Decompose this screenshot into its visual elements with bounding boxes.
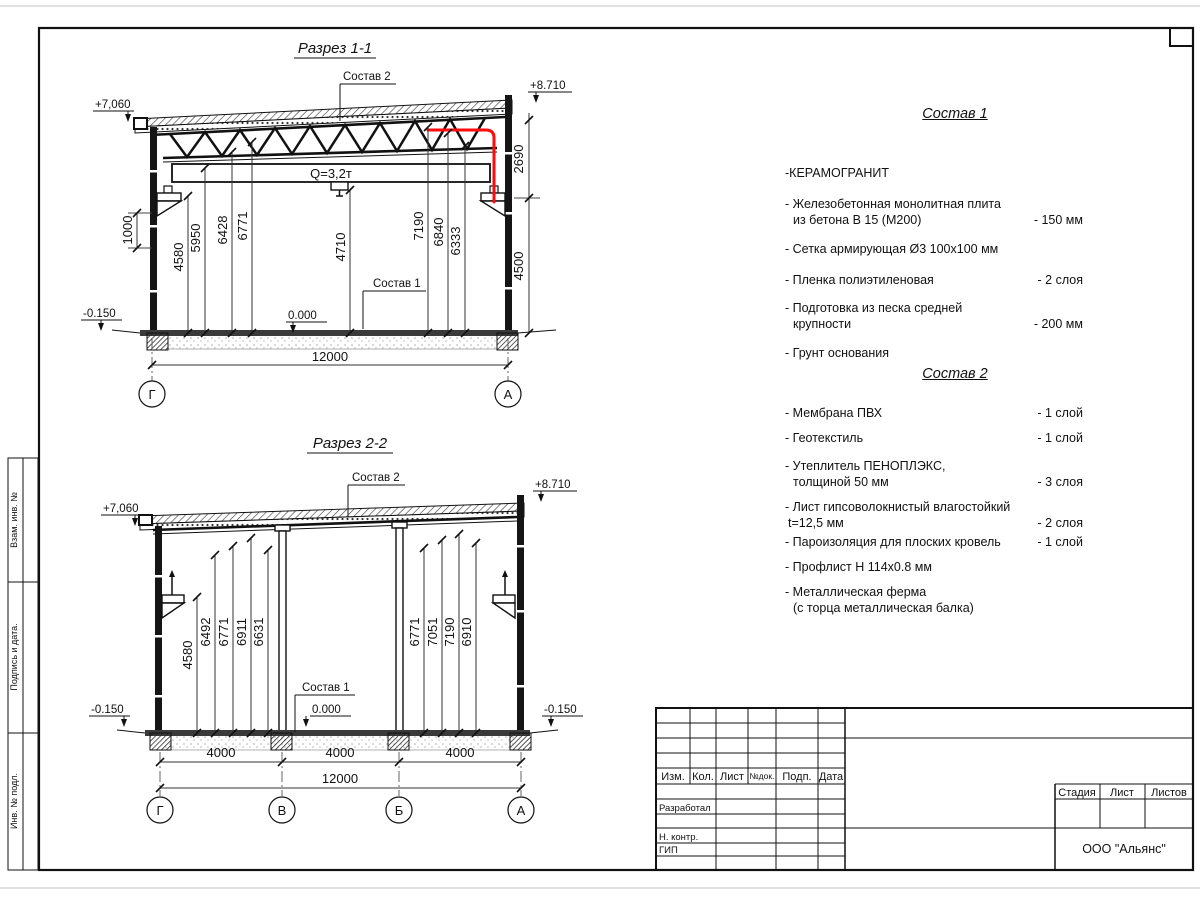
dimension-label: 6911 (234, 618, 249, 646)
material-item (785, 534, 1083, 550)
corner-stamp-box (1170, 28, 1193, 46)
material-text: - Грунт основания (785, 346, 890, 360)
material-item (785, 300, 1083, 332)
materials-2-title: Состав 2 (922, 366, 988, 382)
callout-label: Состав 2 (352, 472, 400, 484)
right-dimensions (511, 113, 540, 337)
dimension-label: 4000 (325, 745, 355, 760)
elevation-mark (286, 310, 327, 333)
footing (150, 733, 171, 750)
elevation-label: -0.150 (91, 704, 124, 716)
material-text: - Пленка полиэтиленовая (785, 273, 934, 287)
stamp-role: Разработал (659, 803, 711, 814)
dimension-label: 4500 (511, 251, 526, 281)
footing (388, 733, 409, 750)
material-qty: - 200 мм (1033, 317, 1083, 331)
material-text: - Железобетонная монолитная плита (785, 197, 1001, 211)
dimension-label: 12000 (311, 349, 349, 364)
elevation-label: +7,060 (95, 99, 131, 111)
material-item (785, 345, 1083, 361)
material-item (785, 584, 1083, 616)
elevation-label: -0.150 (83, 308, 116, 320)
section-title (294, 40, 376, 58)
stamp-header-cell: Подп. (782, 771, 812, 783)
material-qty: - 2 слоя (1037, 516, 1083, 530)
material-qty: - 1 слой (1037, 431, 1083, 445)
material-text: - Подготовка из песка средней (785, 301, 963, 315)
stamp-header-cell: Кол. (692, 771, 714, 783)
material-item (785, 559, 1083, 575)
callout-label: Состав 1 (302, 682, 350, 694)
dimension-label: 6492 (198, 617, 213, 647)
company-name: ООО "Альянс" (1082, 842, 1166, 856)
elevation-mark (303, 704, 351, 727)
crane-beam (172, 164, 490, 196)
elevation-mark (93, 99, 134, 122)
roof (139, 503, 524, 534)
dimension-label: 5950 (188, 223, 203, 253)
dimension-label: 4580 (171, 242, 186, 272)
right-wall (505, 95, 512, 333)
axis-label: В (277, 803, 287, 818)
elevation-mark (542, 704, 583, 727)
dimension-label: 6771 (407, 617, 422, 647)
material-item (785, 499, 1083, 531)
material-text: (с торца металлическая балка) (793, 601, 974, 615)
material-text: -КЕРАМОГРАНИТ (785, 166, 890, 180)
stamp-header-cell: №док. (749, 771, 775, 781)
dimension-label: 2690 (511, 144, 526, 174)
elevation-mark (528, 80, 572, 103)
axis-label: Б (394, 803, 404, 818)
material-text: из бетона В 15 (М200) (793, 213, 922, 227)
material-qty: - 150 мм (1033, 213, 1083, 227)
left-corbel (157, 186, 181, 216)
panel-dimension (120, 209, 152, 252)
section-title-text: Разрез 1-1 (297, 40, 373, 57)
section-title-text: Разрез 2-2 (312, 435, 388, 452)
dimension-label: 6840 (431, 217, 446, 247)
material-text: - Лист гипсоволокнистый влагостойкий (785, 500, 1011, 514)
elevation-label: +8.710 (530, 80, 566, 92)
elevation-mark (101, 503, 142, 526)
material-qty: - 1 слой (1037, 406, 1083, 420)
material-text: крупности (793, 317, 852, 331)
dimension-label: 6771 (216, 617, 231, 647)
title-block (656, 708, 1193, 870)
material-callout (363, 278, 426, 329)
footing (510, 733, 531, 750)
left-wall (155, 526, 162, 735)
callout-label: Состав 1 (373, 278, 421, 290)
span-dimensions (156, 745, 525, 796)
material-text: - Мембрана ПВХ (785, 406, 883, 420)
elevation-mark (533, 479, 577, 502)
material-text: - Профлист Н 114x0.8 мм (785, 560, 932, 574)
stamp-header-cell: Лист (720, 771, 744, 783)
dimension-label: 7190 (442, 617, 457, 647)
stamp-stage-cell: Стадия (1058, 787, 1096, 799)
dimension-label: 4000 (206, 745, 236, 760)
material-item (785, 430, 1083, 446)
stamp-role: Н. контр. (659, 832, 699, 843)
dimension-label: 4580 (180, 640, 195, 670)
axis-label: Г (156, 803, 164, 818)
material-item (785, 458, 1083, 490)
material-item (785, 272, 1083, 288)
section-1-1-drawing (80, 35, 580, 420)
axis-label: А (503, 387, 513, 402)
elevation-mark (81, 308, 122, 331)
section-title (307, 435, 393, 453)
footing (147, 333, 168, 350)
column-axis-b (392, 522, 407, 735)
material-item (785, 405, 1083, 421)
axis-bubbles (139, 381, 521, 407)
material-item (785, 241, 1083, 257)
side-label: Взам. инв. № (9, 492, 19, 548)
dimension-label: 7190 (411, 211, 426, 241)
dimension-label: 12000 (321, 771, 359, 786)
elevation-label: +8.710 (535, 479, 571, 491)
elevation-label: -0.150 (544, 704, 577, 716)
stamp-header-cell: Дата (818, 771, 844, 783)
materials-1-title: Состав 1 (922, 106, 988, 122)
material-text: - Металлическая ферма (785, 585, 927, 599)
axis-label: А (516, 803, 526, 818)
material-text: - Утеплитель ПЕНОПЛЭКС, (785, 459, 946, 473)
material-text: - Геотекстиль (785, 431, 864, 445)
material-qty: - 1 слой (1037, 535, 1083, 549)
dimension-label: 6771 (235, 211, 250, 241)
stamp-stage-cell: Листов (1151, 787, 1187, 799)
dimension-label: 6631 (251, 617, 266, 647)
callout-label: Состав 2 (343, 71, 391, 83)
section-2-2-drawing (80, 425, 600, 835)
dimension-label: 6333 (448, 226, 463, 256)
material-item (785, 165, 1083, 181)
material-text: толщиной 50 мм (793, 475, 889, 489)
floor (112, 330, 556, 350)
elevation-label: 0.000 (288, 310, 317, 322)
material-text: t=12,5 мм (788, 516, 844, 530)
dimension-label: 7051 (425, 617, 440, 647)
dimension-label: 4000 (445, 745, 475, 760)
material-item (785, 196, 1083, 228)
crane-capacity-label: Q=3,2т (310, 166, 352, 181)
footing (497, 333, 518, 350)
material-text: - Пароизоляция для плоских кровель (785, 535, 1001, 549)
dimension-label: 6428 (215, 215, 230, 245)
axis-bubbles (147, 797, 534, 823)
elevation-label: 0.000 (312, 704, 341, 716)
stamp-stage-cell: Лист (1110, 787, 1134, 799)
left-corbel (162, 570, 184, 618)
elevation-label: +7,060 (103, 503, 139, 515)
right-wall (517, 495, 524, 735)
material-qty: - 3 слоя (1037, 475, 1083, 489)
material-qty: - 2 слоя (1037, 273, 1083, 287)
right-corbel (493, 570, 515, 618)
material-text: - Сетка армирующая Ø3 100x100 мм (785, 242, 999, 256)
height-dimensions (171, 123, 469, 337)
dimension-label: 6910 (459, 617, 474, 647)
column-axis-v (275, 525, 290, 735)
axis-label: Г (148, 387, 156, 402)
side-label: Подпись и дата. (9, 623, 19, 691)
side-label: Инв. № подл. (9, 772, 19, 830)
side-label-strip (8, 458, 38, 870)
stamp-role: ГИП (659, 845, 678, 856)
elevation-mark (89, 704, 130, 727)
dimension-label: 1000 (120, 215, 135, 245)
dimension-label: 4710 (333, 232, 348, 262)
footing (271, 733, 292, 750)
left-wall (150, 127, 157, 333)
stamp-header-cell: Изм. (661, 771, 685, 783)
